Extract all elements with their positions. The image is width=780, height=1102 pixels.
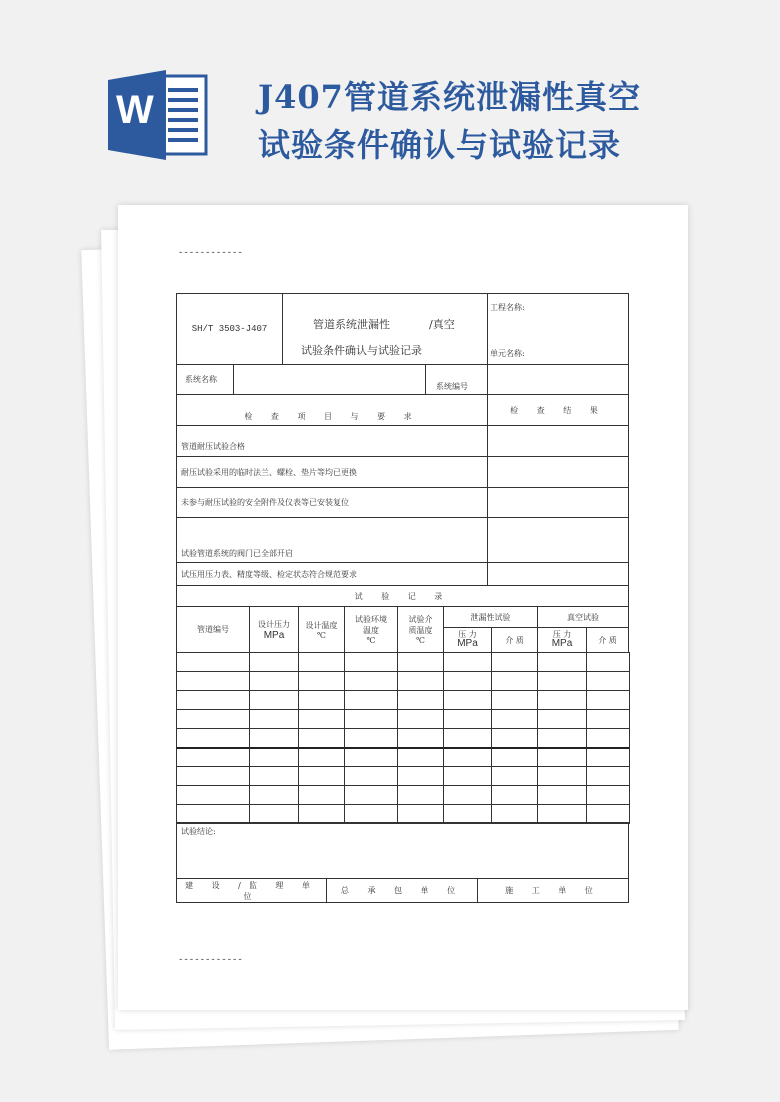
record-cell[interactable] <box>397 766 444 786</box>
col-label: 试验环境温度 <box>355 615 387 635</box>
record-cell[interactable] <box>298 728 345 748</box>
check-items-header: 检 查 项 目 与 要 求 <box>176 394 488 426</box>
record-cell[interactable] <box>397 804 444 824</box>
record-cell[interactable] <box>397 747 444 767</box>
col-label: 压 力 <box>458 630 477 639</box>
record-cell[interactable] <box>249 709 299 729</box>
record-cell[interactable] <box>344 728 398 748</box>
col-leak-medium: 介 质 <box>491 627 538 653</box>
system-name-field[interactable] <box>233 364 426 395</box>
record-cell[interactable] <box>491 652 538 672</box>
record-cell[interactable] <box>537 709 587 729</box>
record-cell[interactable] <box>298 785 345 805</box>
project-name-label: 工程名称: <box>490 303 525 312</box>
check-result[interactable] <box>487 517 629 563</box>
record-cell[interactable] <box>443 747 492 767</box>
record-cell[interactable] <box>491 671 538 691</box>
check-item: 未参与耐压试验的安全附件及仪表等已安装复位 <box>176 487 488 518</box>
record-cell[interactable] <box>491 728 538 748</box>
record-cell[interactable] <box>298 709 345 729</box>
unit-label: MPa <box>457 638 478 649</box>
record-cell[interactable] <box>537 804 587 824</box>
record-cell[interactable] <box>176 785 250 805</box>
record-cell[interactable] <box>397 671 444 691</box>
record-cell[interactable] <box>397 709 444 729</box>
page-subtitle: 试验条件确认与试验记录 <box>258 126 622 164</box>
record-cell[interactable] <box>344 804 398 824</box>
record-cell[interactable] <box>176 766 250 786</box>
record-cell[interactable] <box>176 804 250 824</box>
footer-owner: 建 设 /监 理 单 位 <box>176 878 327 903</box>
record-cell[interactable] <box>586 652 630 672</box>
form-code: SH/T 3503-J407 <box>176 293 283 365</box>
check-result[interactable] <box>487 562 629 586</box>
record-cell[interactable] <box>249 728 299 748</box>
col-label: 设计压力 <box>258 619 290 629</box>
record-cell[interactable] <box>537 728 587 748</box>
record-cell[interactable] <box>586 690 630 710</box>
record-cell[interactable] <box>249 804 299 824</box>
unit-label: ℃ <box>317 630 326 640</box>
record-cell[interactable] <box>249 671 299 691</box>
record-cell[interactable] <box>537 671 587 691</box>
record-cell[interactable] <box>443 785 492 805</box>
col-env-temp <box>344 606 398 653</box>
record-cell[interactable] <box>344 671 398 691</box>
conclusion-field[interactable]: 试验结论: <box>176 822 629 879</box>
record-cell[interactable] <box>491 766 538 786</box>
unit-label: MPa <box>551 638 573 649</box>
form-title <box>282 293 488 365</box>
record-cell[interactable] <box>344 709 398 729</box>
record-header: 试 验 记 录 <box>176 585 629 607</box>
record-cell[interactable] <box>397 785 444 805</box>
check-item: 管道耐压试验合格 <box>176 425 488 457</box>
record-cell[interactable] <box>249 652 299 672</box>
record-cell[interactable] <box>344 652 398 672</box>
record-cell[interactable] <box>176 747 250 767</box>
record-cell[interactable] <box>586 804 630 824</box>
check-item: 试验管道系统的阀门已全部开启 <box>176 517 488 563</box>
footer-contractor: 总 承 包 单 位 <box>326 878 478 903</box>
record-cell[interactable] <box>443 709 492 729</box>
col-leak-test: 泄漏性试验 <box>443 606 538 628</box>
record-cell[interactable] <box>298 652 345 672</box>
record-cell[interactable] <box>176 690 250 710</box>
record-cell[interactable] <box>298 690 345 710</box>
record-cell[interactable] <box>586 671 630 691</box>
record-cell[interactable] <box>586 785 630 805</box>
record-cell[interactable] <box>397 728 444 748</box>
record-cell[interactable] <box>443 766 492 786</box>
document-page <box>118 205 688 1010</box>
record-cell[interactable] <box>249 747 299 767</box>
record-cell[interactable] <box>586 728 630 748</box>
check-result[interactable] <box>487 487 629 518</box>
record-cell[interactable] <box>298 747 345 767</box>
unit-label: ℃ <box>366 636 376 645</box>
form-title-suffix: /真空 <box>429 318 455 331</box>
record-cell[interactable] <box>586 766 630 786</box>
col-vacuum-medium: 介 质 <box>586 627 629 653</box>
unit-label: MPa <box>263 629 285 641</box>
record-cell[interactable] <box>176 709 250 729</box>
check-result[interactable] <box>487 425 629 457</box>
check-result-header: 检 查 结 果 <box>487 394 629 426</box>
record-cell[interactable] <box>443 728 492 748</box>
record-cell[interactable] <box>249 690 299 710</box>
record-cell[interactable] <box>176 652 250 672</box>
record-cell[interactable] <box>491 747 538 767</box>
record-cell[interactable] <box>176 671 250 691</box>
record-cell[interactable] <box>344 766 398 786</box>
unit-label: ℃ <box>416 636 425 645</box>
record-cell[interactable] <box>491 709 538 729</box>
record-cell[interactable] <box>537 690 587 710</box>
page-title: J407管道系统泄漏性真空 <box>258 78 641 116</box>
record-cell[interactable] <box>491 804 538 824</box>
col-vacuum-pressure <box>537 627 587 653</box>
col-design-temp <box>298 606 345 653</box>
word-icon: W <box>108 70 208 160</box>
record-cell[interactable] <box>344 785 398 805</box>
record-cell[interactable] <box>537 652 587 672</box>
form-title-line2: 试验条件确认与试验记录 <box>301 344 422 357</box>
record-cell[interactable] <box>443 652 492 672</box>
record-cell[interactable] <box>537 747 587 767</box>
record-cell[interactable] <box>586 709 630 729</box>
record-cell[interactable] <box>344 747 398 767</box>
col-label: 试验介质温度 <box>408 615 433 635</box>
col-medium-temp <box>397 606 444 653</box>
col-label: 压 力 <box>552 630 572 639</box>
footer-builder: 施 工 单 位 <box>477 878 629 903</box>
record-cell[interactable] <box>443 804 492 824</box>
record-cell[interactable] <box>176 728 250 748</box>
col-vacuum-test: 真空试验 <box>537 606 629 628</box>
footer-line: ------------ <box>178 955 243 965</box>
check-item: 试压用压力表、精度等级、检定状态符合规范要求 <box>176 562 488 586</box>
col-label: 设计温度 <box>305 620 338 630</box>
check-item: 耐压试验采用的临时法兰、螺栓、垫片等均已更换 <box>176 456 488 488</box>
unit-name-label: 单元名称: <box>490 349 525 358</box>
col-design-pressure <box>249 606 299 653</box>
record-cell[interactable] <box>491 785 538 805</box>
header-line: ------------ <box>178 248 243 258</box>
system-no-label: 系统编号 <box>425 364 488 395</box>
record-cell[interactable] <box>249 766 299 786</box>
record-cell[interactable] <box>443 671 492 691</box>
record-cell[interactable] <box>298 671 345 691</box>
project-info <box>487 293 629 365</box>
record-cell[interactable] <box>537 766 587 786</box>
record-cell[interactable] <box>344 690 398 710</box>
system-no-field[interactable] <box>487 364 629 395</box>
record-cell[interactable] <box>298 804 345 824</box>
record-cell[interactable] <box>397 690 444 710</box>
record-cell[interactable] <box>586 747 630 767</box>
record-cell[interactable] <box>397 652 444 672</box>
form-title-line1: 管道系统泄漏性 <box>313 318 390 331</box>
check-result[interactable] <box>487 456 629 488</box>
record-cell[interactable] <box>249 785 299 805</box>
col-pipe-no: 管道编号 <box>176 606 250 653</box>
record-cell[interactable] <box>537 785 587 805</box>
system-name-label: 系统名称 <box>176 364 234 395</box>
record-cell[interactable] <box>298 766 345 786</box>
record-cell[interactable] <box>443 690 492 710</box>
col-leak-pressure <box>443 627 492 653</box>
record-cell[interactable] <box>491 690 538 710</box>
